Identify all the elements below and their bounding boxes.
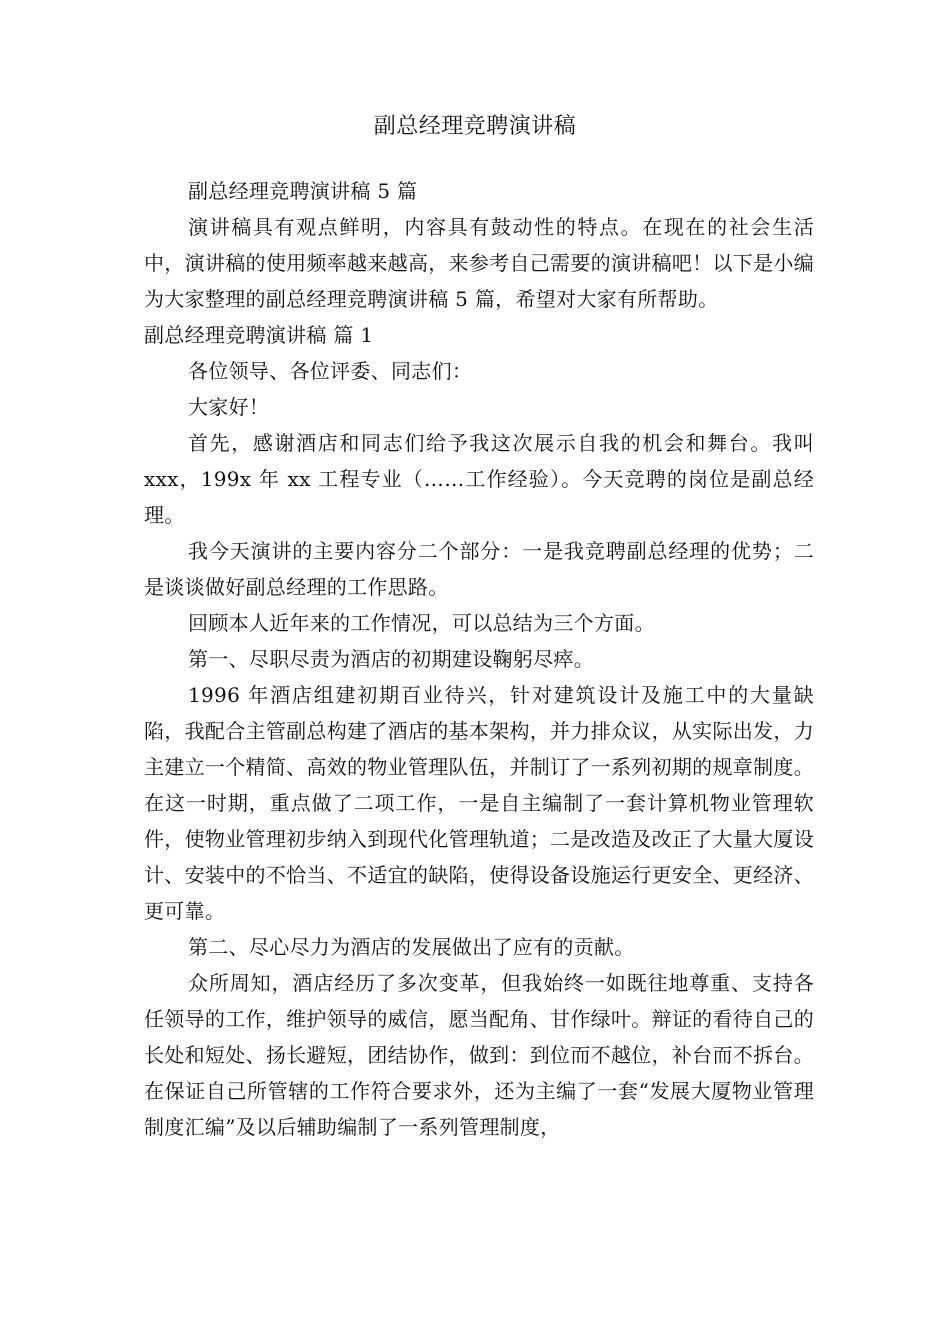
salutation: 各位领导、各位评委、同志们： — [188, 359, 473, 383]
document-subtitle: 副总经理竞聘演讲稿 5 篇 — [188, 179, 418, 203]
greeting: 大家好！ — [188, 395, 270, 419]
body-paragraph-introduction: 首先，感谢酒店和同志们给予我这次展示自我的机会和舞台。我叫 xxx，199x 年 xx 工程专业（……工作经验）。今天竞聘的岗位是副总经理。 — [144, 431, 814, 527]
point-heading-second: 第二、尽心尽力为酒店的发展做出了应有的贡献。 — [188, 935, 635, 959]
document-title: 副总经理竞聘演讲稿 — [373, 114, 577, 139]
body-paragraph-second-point: 众所周知，酒店经历了多次变革，但我始终一如既往地尊重、支持各任领导的工作，维护领导的威信，愿当配角、甘作绿叶。辩证的看待自己的长处和短处、扬长避短，团结协作，做到：到位而不越位，补台而不拆台。在保证自己所管辖的工作符合要求外，还为主编了一套“发展大厦物业管理制度汇编”及以后辅助编制了一系列管理制度， — [144, 971, 814, 1139]
body-paragraph-outline: 我今天演讲的主要内容分二个部分：一是我竞聘副总经理的优势；二是谈谈做好副总经理的工作思路。 — [144, 539, 814, 599]
intro-paragraph: 演讲稿具有观点鲜明，内容具有鼓动性的特点。在现在的社会生活中，演讲稿的使用频率越来越高，来参考自己需要的演讲稿吧！以下是小编为大家整理的副总经理竞聘演讲稿 5 篇，希望对大家有所帮助。 — [144, 215, 814, 311]
document-body — [144, 173, 814, 1145]
body-paragraph-first-point: 1996 年酒店组建初期百业待兴，针对建筑设计及施工中的大量缺陷，我配合主管副总构建了酒店的基本架构，并力排众议，从实际出发，力主建立一个精简、高效的物业管理队伍，并制订了一系列初期的规章制度。在这一时期，重点做了二项工作，一是自主编制了一套计算机物业管理软件，使物业管理初步纳入到现代化管理轨道；二是改造及改正了大量大厦设计、安装中的不恰当、不适宜的缺陷，使得设备设施运行更安全、更经济、更可靠。 — [144, 683, 814, 923]
point-heading-first: 第一、尽职尽责为酒店的初期建设鞠躬尽瘁。 — [188, 647, 594, 671]
body-paragraph-review: 回顾本人近年来的工作情况，可以总结为三个方面。 — [188, 611, 655, 635]
section-heading: 副总经理竞聘演讲稿 篇 1 — [144, 323, 374, 347]
